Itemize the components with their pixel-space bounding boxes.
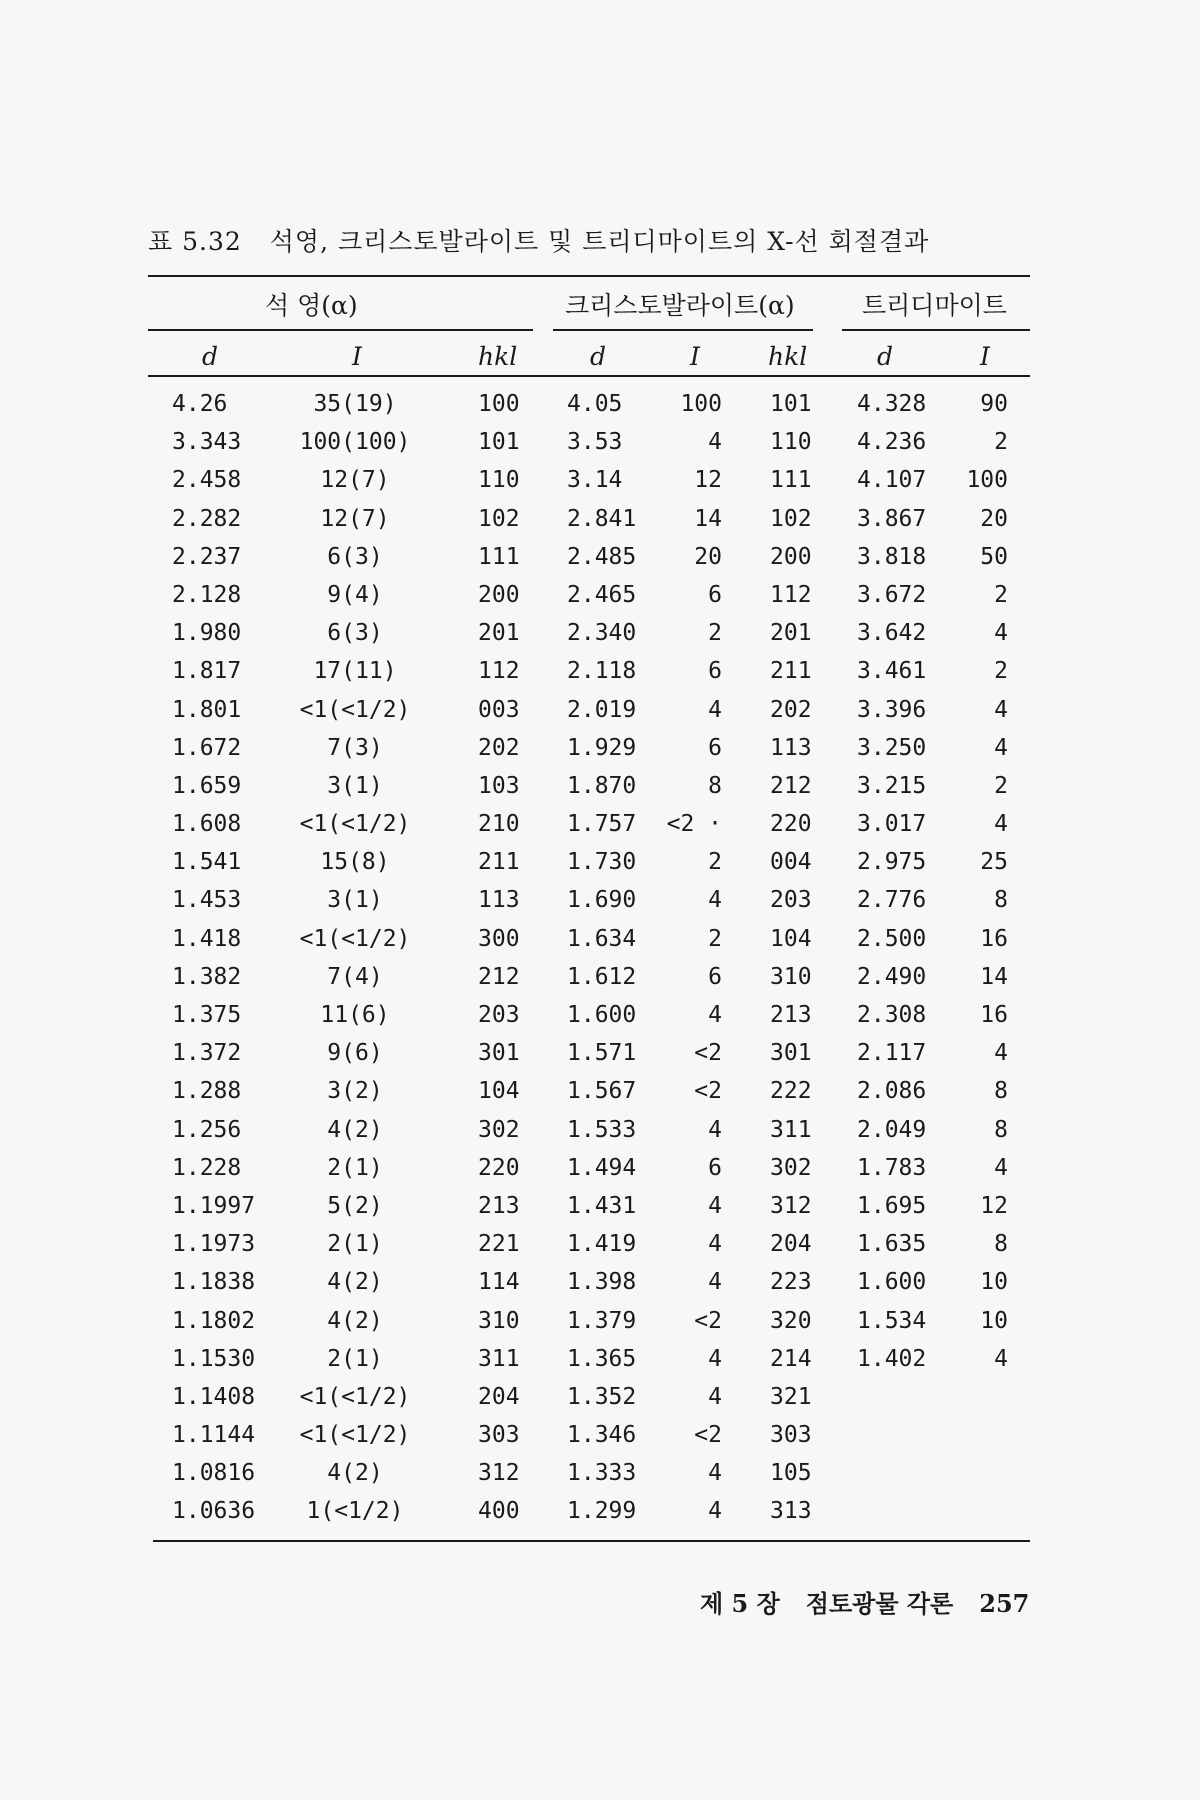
cell-cristobalite-d: 1.533 bbox=[567, 1116, 637, 1143]
cell-cristobalite-d: 3.53 bbox=[567, 429, 623, 456]
cell-cristobalite-d: 1.333 bbox=[567, 1460, 637, 1487]
cell-tridymite-d: 3.215 bbox=[857, 772, 927, 799]
cell-quartz-d: 2.458 bbox=[172, 467, 242, 494]
table-row bbox=[0, 843, 1200, 881]
cell-tridymite-i: 10 bbox=[980, 1307, 1008, 1334]
cell-quartz-d: 1.0636 bbox=[172, 1498, 256, 1525]
cell-quartz-d: 1.980 bbox=[172, 620, 242, 647]
cell-quartz-hkl: 303 bbox=[478, 1422, 520, 1449]
cell-tridymite-i: 90 bbox=[980, 391, 1008, 417]
page-number: 257 bbox=[979, 1589, 1030, 1618]
cell-cristobalite-i: 12 bbox=[694, 467, 722, 494]
cell-quartz-d: 1.1973 bbox=[172, 1231, 256, 1258]
table-row bbox=[0, 423, 1200, 461]
cell-cristobalite-d: 1.346 bbox=[567, 1422, 637, 1449]
cell-cristobalite-d: 1.431 bbox=[567, 1192, 637, 1219]
cell-cristobalite-hkl: 204 bbox=[770, 1231, 812, 1258]
cell-quartz-hkl: 302 bbox=[478, 1116, 520, 1143]
cell-quartz-i: <1(<1/2) bbox=[299, 696, 411, 723]
cell-tridymite-d: 3.017 bbox=[857, 811, 927, 838]
group-header-tridymite: 트리디마이트 bbox=[862, 291, 1007, 320]
cell-cristobalite-i: 20 bbox=[694, 543, 722, 570]
cell-cristobalite-i: 4 bbox=[708, 1116, 722, 1143]
col-head-cristobalite-d: d bbox=[590, 342, 607, 371]
quartz-group-rule bbox=[148, 329, 533, 331]
table-row bbox=[0, 729, 1200, 767]
cell-cristobalite-d: 1.419 bbox=[567, 1231, 637, 1258]
cell-tridymite-d: 2.975 bbox=[857, 849, 927, 876]
cell-quartz-hkl: 113 bbox=[478, 887, 520, 914]
cell-cristobalite-hkl: 312 bbox=[770, 1192, 812, 1219]
cell-quartz-hkl: 210 bbox=[478, 811, 520, 838]
cell-quartz-d: 1.0816 bbox=[172, 1460, 256, 1487]
cell-cristobalite-d: 1.352 bbox=[567, 1383, 637, 1410]
cell-quartz-hkl: 112 bbox=[478, 658, 520, 685]
cell-cristobalite-hkl: 113 bbox=[770, 734, 812, 761]
cell-quartz-i: 35(19) bbox=[313, 391, 397, 417]
cell-cristobalite-d: 1.600 bbox=[567, 1002, 637, 1028]
cell-quartz-i: 17(11) bbox=[313, 658, 397, 685]
cell-cristobalite-d: 1.757 bbox=[567, 811, 637, 838]
cell-quartz-hkl: 200 bbox=[478, 581, 520, 608]
cell-tridymite-d: 4.328 bbox=[857, 391, 927, 417]
cell-quartz-i: <1(<1/2) bbox=[299, 925, 411, 952]
cell-tridymite-d: 4.236 bbox=[857, 429, 927, 456]
cell-cristobalite-d: 1.567 bbox=[567, 1078, 637, 1105]
table-number: 표 5.32 bbox=[148, 227, 242, 256]
table-body bbox=[0, 385, 1200, 1531]
cell-cristobalite-i: 6 bbox=[708, 963, 722, 990]
cell-quartz-hkl: 111 bbox=[478, 543, 520, 570]
cell-quartz-d: 1.382 bbox=[172, 963, 242, 990]
cell-quartz-i: 12(7) bbox=[320, 505, 390, 532]
cell-quartz-i: 5(2) bbox=[327, 1192, 383, 1219]
cell-quartz-d: 1.1838 bbox=[172, 1269, 256, 1296]
table-row bbox=[0, 461, 1200, 499]
cell-cristobalite-d: 1.634 bbox=[567, 925, 637, 952]
table-row bbox=[0, 385, 1200, 423]
cell-tridymite-d: 2.500 bbox=[857, 925, 927, 952]
cell-cristobalite-hkl: 112 bbox=[770, 581, 812, 608]
cristobalite-group-rule bbox=[553, 329, 813, 331]
table-row bbox=[0, 1034, 1200, 1072]
cell-quartz-i: 6(3) bbox=[327, 620, 383, 647]
cell-quartz-d: 2.128 bbox=[172, 581, 242, 608]
cell-quartz-i: <1(<1/2) bbox=[299, 1422, 411, 1449]
table-row bbox=[0, 1492, 1200, 1530]
table-row bbox=[0, 1378, 1200, 1416]
cell-tridymite-i: 2 bbox=[994, 658, 1008, 685]
col-head-cristobalite-hkl: hkl bbox=[768, 342, 808, 371]
cell-cristobalite-i: 4 bbox=[708, 696, 722, 723]
table-row bbox=[0, 767, 1200, 805]
cell-cristobalite-hkl: 110 bbox=[770, 429, 812, 456]
cell-quartz-i: <1(<1/2) bbox=[299, 1383, 411, 1410]
cell-cristobalite-hkl: 105 bbox=[770, 1460, 812, 1487]
cell-quartz-hkl: 211 bbox=[478, 849, 520, 876]
group-header-cristobalite: 크리스토발라이트(α) bbox=[565, 291, 795, 320]
cell-tridymite-i: 4 bbox=[994, 734, 1008, 761]
cell-cristobalite-i: 6 bbox=[708, 734, 722, 761]
cell-quartz-i: 9(4) bbox=[327, 581, 383, 608]
cell-quartz-d: 1.453 bbox=[172, 887, 242, 914]
cell-tridymite-i: 16 bbox=[980, 1002, 1008, 1028]
cell-cristobalite-i: <2 bbox=[694, 1422, 722, 1449]
table-row bbox=[0, 576, 1200, 614]
cell-cristobalite-hkl: 313 bbox=[770, 1498, 812, 1525]
cell-tridymite-i: 10 bbox=[980, 1269, 1008, 1296]
cell-quartz-i: 11(6) bbox=[320, 1002, 390, 1028]
cell-cristobalite-d: 2.485 bbox=[567, 543, 637, 570]
cell-cristobalite-hkl: 222 bbox=[770, 1078, 812, 1105]
table-row bbox=[0, 1072, 1200, 1110]
cell-cristobalite-hkl: 104 bbox=[770, 925, 812, 952]
cell-quartz-d: 1.1802 bbox=[172, 1307, 256, 1334]
cell-quartz-d: 1.256 bbox=[172, 1116, 242, 1143]
cell-cristobalite-i: <2 bbox=[694, 1078, 722, 1105]
table-row bbox=[0, 1340, 1200, 1378]
cell-quartz-i: 100(100) bbox=[299, 429, 411, 456]
table-row bbox=[0, 1416, 1200, 1454]
cell-quartz-d: 1.418 bbox=[172, 925, 242, 952]
cell-quartz-d: 1.372 bbox=[172, 1040, 242, 1067]
cell-cristobalite-d: 1.299 bbox=[567, 1498, 637, 1525]
cell-quartz-d: 1.541 bbox=[172, 849, 242, 876]
cell-tridymite-i: 8 bbox=[994, 1078, 1008, 1105]
cell-tridymite-d: 1.534 bbox=[857, 1307, 927, 1334]
cell-cristobalite-i: 2 bbox=[708, 620, 722, 647]
table-row bbox=[0, 805, 1200, 843]
bottom-rule bbox=[153, 1540, 1030, 1542]
cell-tridymite-d: 3.672 bbox=[857, 581, 927, 608]
cell-quartz-i: 6(3) bbox=[327, 543, 383, 570]
table-row bbox=[0, 652, 1200, 690]
cell-quartz-hkl: 003 bbox=[478, 696, 520, 723]
cell-cristobalite-i: 4 bbox=[708, 1192, 722, 1219]
table-row bbox=[0, 958, 1200, 996]
cell-tridymite-d: 3.642 bbox=[857, 620, 927, 647]
cell-quartz-hkl: 202 bbox=[478, 734, 520, 761]
cell-cristobalite-i: 4 bbox=[708, 1345, 722, 1372]
cell-tridymite-d: 1.600 bbox=[857, 1269, 927, 1296]
cell-quartz-i: 4(2) bbox=[327, 1116, 383, 1143]
cell-quartz-i: 12(7) bbox=[320, 467, 390, 494]
table-row bbox=[0, 1302, 1200, 1340]
cell-quartz-i: 1(<1/2) bbox=[306, 1498, 404, 1525]
cell-quartz-hkl: 301 bbox=[478, 1040, 520, 1067]
table-caption bbox=[148, 222, 929, 258]
cell-quartz-i: 3(1) bbox=[327, 772, 383, 799]
cell-cristobalite-hkl: 211 bbox=[770, 658, 812, 685]
cell-tridymite-i: 12 bbox=[980, 1192, 1008, 1219]
cell-quartz-d: 2.237 bbox=[172, 543, 242, 570]
cell-tridymite-i: 100 bbox=[966, 467, 1008, 494]
col-head-quartz-hkl: hkl bbox=[478, 342, 518, 371]
cell-quartz-i: 9(6) bbox=[327, 1040, 383, 1067]
cell-quartz-d: 1.288 bbox=[172, 1078, 242, 1105]
cell-cristobalite-i: <2 bbox=[694, 1307, 722, 1334]
cell-quartz-hkl: 110 bbox=[478, 467, 520, 494]
table-row bbox=[0, 1225, 1200, 1263]
cell-quartz-hkl: 212 bbox=[478, 963, 520, 990]
cell-tridymite-d: 3.461 bbox=[857, 658, 927, 685]
cell-quartz-i: 3(1) bbox=[327, 887, 383, 914]
cell-tridymite-i: 8 bbox=[994, 1231, 1008, 1258]
cell-tridymite-d: 3.818 bbox=[857, 543, 927, 570]
cell-quartz-i: <1(<1/2) bbox=[299, 811, 411, 838]
cell-tridymite-d: 1.402 bbox=[857, 1345, 927, 1372]
cell-tridymite-d: 3.396 bbox=[857, 696, 927, 723]
table-row bbox=[0, 1149, 1200, 1187]
cell-tridymite-d: 2.776 bbox=[857, 887, 927, 914]
cell-tridymite-i: 8 bbox=[994, 1116, 1008, 1143]
cell-tridymite-i: 2 bbox=[994, 772, 1008, 799]
cell-cristobalite-i: 4 bbox=[708, 887, 722, 914]
cell-quartz-d: 1.1408 bbox=[172, 1383, 256, 1410]
cell-cristobalite-hkl: 321 bbox=[770, 1383, 812, 1410]
cell-tridymite-i: 4 bbox=[994, 811, 1008, 838]
cell-quartz-i: 4(2) bbox=[327, 1460, 383, 1487]
cell-quartz-i: 7(3) bbox=[327, 734, 383, 761]
cell-cristobalite-d: 1.870 bbox=[567, 772, 637, 799]
header-bottom-rule bbox=[148, 375, 1030, 377]
cell-cristobalite-hkl: 102 bbox=[770, 505, 812, 532]
cell-cristobalite-i: 2 bbox=[708, 925, 722, 952]
cell-cristobalite-hkl: 213 bbox=[770, 1002, 812, 1028]
table-row bbox=[0, 614, 1200, 652]
cell-tridymite-i: 16 bbox=[980, 925, 1008, 952]
cell-quartz-hkl: 114 bbox=[478, 1269, 520, 1296]
cell-cristobalite-i: 4 bbox=[708, 1498, 722, 1525]
cell-tridymite-d: 2.308 bbox=[857, 1002, 927, 1028]
cell-cristobalite-hkl: 212 bbox=[770, 772, 812, 799]
cell-quartz-hkl: 213 bbox=[478, 1192, 520, 1219]
cell-quartz-i: 2(1) bbox=[327, 1231, 383, 1258]
cell-cristobalite-hkl: 201 bbox=[770, 620, 812, 647]
cell-tridymite-d: 2.086 bbox=[857, 1078, 927, 1105]
cell-cristobalite-hkl: 101 bbox=[770, 391, 812, 417]
cell-quartz-d: 3.343 bbox=[172, 429, 242, 456]
cell-tridymite-d: 4.107 bbox=[857, 467, 927, 494]
cell-quartz-hkl: 312 bbox=[478, 1460, 520, 1487]
cell-tridymite-i: 4 bbox=[994, 1040, 1008, 1067]
table-row bbox=[0, 881, 1200, 919]
table-row bbox=[0, 691, 1200, 729]
tridymite-group-rule bbox=[842, 329, 1030, 331]
cell-cristobalite-i: 4 bbox=[708, 1269, 722, 1296]
cell-cristobalite-hkl: 203 bbox=[770, 887, 812, 914]
cell-cristobalite-d: 1.571 bbox=[567, 1040, 637, 1067]
cell-tridymite-i: 4 bbox=[994, 1154, 1008, 1181]
cell-cristobalite-hkl: 303 bbox=[770, 1422, 812, 1449]
cell-tridymite-i: 4 bbox=[994, 1345, 1008, 1372]
cell-cristobalite-d: 1.494 bbox=[567, 1154, 637, 1181]
cell-cristobalite-i: 4 bbox=[708, 429, 722, 456]
cell-quartz-i: 4(2) bbox=[327, 1307, 383, 1334]
cell-cristobalite-d: 1.690 bbox=[567, 887, 637, 914]
cell-cristobalite-hkl: 320 bbox=[770, 1307, 812, 1334]
page-footer bbox=[700, 1584, 1029, 1619]
cell-quartz-i: 15(8) bbox=[320, 849, 390, 876]
cell-cristobalite-d: 1.398 bbox=[567, 1269, 637, 1296]
table-row bbox=[0, 1187, 1200, 1225]
cell-quartz-hkl: 201 bbox=[478, 620, 520, 647]
cell-quartz-d: 1.1530 bbox=[172, 1345, 256, 1372]
cell-quartz-i: 2(1) bbox=[327, 1154, 383, 1181]
cell-cristobalite-i: <2 bbox=[694, 1040, 722, 1067]
cell-quartz-hkl: 220 bbox=[478, 1154, 520, 1181]
cell-quartz-i: 7(4) bbox=[327, 963, 383, 990]
cell-quartz-hkl: 221 bbox=[478, 1231, 520, 1258]
cell-cristobalite-d: 1.929 bbox=[567, 734, 637, 761]
col-head-quartz-i: I bbox=[352, 342, 362, 371]
cell-cristobalite-i: 4 bbox=[708, 1231, 722, 1258]
cell-quartz-d: 1.659 bbox=[172, 772, 242, 799]
cell-tridymite-i: 8 bbox=[994, 887, 1008, 914]
cell-quartz-hkl: 310 bbox=[478, 1307, 520, 1334]
cell-quartz-d: 1.375 bbox=[172, 1002, 242, 1028]
cell-quartz-hkl: 311 bbox=[478, 1345, 520, 1372]
cell-cristobalite-i: 8 bbox=[708, 772, 722, 799]
cell-quartz-hkl: 100 bbox=[478, 391, 520, 417]
col-head-tridymite-i: I bbox=[980, 342, 990, 371]
cell-cristobalite-i: 14 bbox=[694, 505, 722, 532]
cell-tridymite-i: 25 bbox=[980, 849, 1008, 876]
cell-cristobalite-hkl: 223 bbox=[770, 1269, 812, 1296]
table-title: 석영, 크리스토발라이트 및 트리디마이트의 X-선 회절결과 bbox=[269, 227, 930, 256]
cell-cristobalite-i: 6 bbox=[708, 658, 722, 685]
cell-cristobalite-hkl: 301 bbox=[770, 1040, 812, 1067]
cell-cristobalite-d: 1.365 bbox=[567, 1345, 637, 1372]
cell-quartz-i: 3(2) bbox=[327, 1078, 383, 1105]
col-head-tridymite-d: d bbox=[877, 342, 894, 371]
cell-quartz-hkl: 104 bbox=[478, 1078, 520, 1105]
cell-quartz-d: 4.26 bbox=[172, 391, 228, 417]
cell-quartz-hkl: 101 bbox=[478, 429, 520, 456]
cell-tridymite-d: 2.049 bbox=[857, 1116, 927, 1143]
cell-quartz-hkl: 102 bbox=[478, 505, 520, 532]
cell-cristobalite-i: 100 bbox=[680, 391, 722, 417]
cell-cristobalite-d: 2.841 bbox=[567, 505, 637, 532]
cell-cristobalite-hkl: 111 bbox=[770, 467, 812, 494]
cell-tridymite-d: 3.867 bbox=[857, 505, 927, 532]
cell-quartz-d: 1.1997 bbox=[172, 1192, 256, 1219]
table-row bbox=[0, 1111, 1200, 1149]
cell-quartz-d: 1.608 bbox=[172, 811, 242, 838]
cell-cristobalite-hkl: 302 bbox=[770, 1154, 812, 1181]
table-row bbox=[0, 500, 1200, 538]
cell-cristobalite-i: 6 bbox=[708, 581, 722, 608]
cell-cristobalite-d: 2.340 bbox=[567, 620, 637, 647]
cell-cristobalite-i: 4 bbox=[708, 1383, 722, 1410]
cell-tridymite-i: 2 bbox=[994, 581, 1008, 608]
cell-quartz-d: 1.672 bbox=[172, 734, 242, 761]
cell-cristobalite-hkl: 004 bbox=[770, 849, 812, 876]
chapter-label: 제 5 장 bbox=[700, 1589, 780, 1618]
cell-quartz-d: 1.228 bbox=[172, 1154, 242, 1181]
cell-tridymite-d: 3.250 bbox=[857, 734, 927, 761]
cell-cristobalite-hkl: 310 bbox=[770, 963, 812, 990]
cell-cristobalite-hkl: 214 bbox=[770, 1345, 812, 1372]
cell-quartz-hkl: 204 bbox=[478, 1383, 520, 1410]
cell-quartz-i: 2(1) bbox=[327, 1345, 383, 1372]
cell-cristobalite-i: 6 bbox=[708, 1154, 722, 1181]
col-head-cristobalite-i: I bbox=[690, 342, 700, 371]
cell-cristobalite-i: <2 · bbox=[666, 811, 722, 838]
cell-cristobalite-d: 1.379 bbox=[567, 1307, 637, 1334]
cell-quartz-d: 1.801 bbox=[172, 696, 242, 723]
cell-tridymite-i: 50 bbox=[980, 543, 1008, 570]
cell-quartz-d: 1.1144 bbox=[172, 1422, 256, 1449]
cell-quartz-hkl: 300 bbox=[478, 925, 520, 952]
cell-cristobalite-d: 4.05 bbox=[567, 391, 623, 417]
cell-quartz-hkl: 203 bbox=[478, 1002, 520, 1028]
table-row bbox=[0, 996, 1200, 1034]
table-row bbox=[0, 1263, 1200, 1301]
table-row bbox=[0, 538, 1200, 576]
cell-quartz-d: 2.282 bbox=[172, 505, 242, 532]
cell-cristobalite-d: 2.118 bbox=[567, 658, 637, 685]
top-rule bbox=[148, 275, 1030, 277]
cell-tridymite-i: 20 bbox=[980, 505, 1008, 532]
cell-cristobalite-d: 1.730 bbox=[567, 849, 637, 876]
section-label: 점토광물 각론 bbox=[805, 1589, 954, 1618]
cell-tridymite-d: 2.490 bbox=[857, 963, 927, 990]
cell-cristobalite-d: 1.612 bbox=[567, 963, 637, 990]
cell-cristobalite-d: 3.14 bbox=[567, 467, 623, 494]
col-head-quartz-d: d bbox=[202, 342, 219, 371]
cell-cristobalite-hkl: 311 bbox=[770, 1116, 812, 1143]
cell-quartz-hkl: 400 bbox=[478, 1498, 520, 1525]
cell-tridymite-i: 4 bbox=[994, 696, 1008, 723]
cell-cristobalite-i: 4 bbox=[708, 1460, 722, 1487]
cell-tridymite-d: 1.695 bbox=[857, 1192, 927, 1219]
cell-quartz-d: 1.817 bbox=[172, 658, 242, 685]
cell-tridymite-d: 1.635 bbox=[857, 1231, 927, 1258]
cell-cristobalite-hkl: 220 bbox=[770, 811, 812, 838]
cell-cristobalite-hkl: 202 bbox=[770, 696, 812, 723]
cell-tridymite-i: 2 bbox=[994, 429, 1008, 456]
cell-cristobalite-i: 4 bbox=[708, 1002, 722, 1028]
cell-tridymite-d: 1.783 bbox=[857, 1154, 927, 1181]
cell-quartz-hkl: 103 bbox=[478, 772, 520, 799]
cell-cristobalite-hkl: 200 bbox=[770, 543, 812, 570]
cell-tridymite-i: 4 bbox=[994, 620, 1008, 647]
table-row bbox=[0, 920, 1200, 958]
cell-tridymite-d: 2.117 bbox=[857, 1040, 927, 1067]
cell-cristobalite-d: 2.019 bbox=[567, 696, 637, 723]
cell-quartz-i: 4(2) bbox=[327, 1269, 383, 1296]
cell-tridymite-i: 14 bbox=[980, 963, 1008, 990]
table-row bbox=[0, 1454, 1200, 1492]
group-header-quartz: 석 영(α) bbox=[265, 291, 358, 320]
cell-cristobalite-d: 2.465 bbox=[567, 581, 637, 608]
cell-cristobalite-i: 2 bbox=[708, 849, 722, 876]
